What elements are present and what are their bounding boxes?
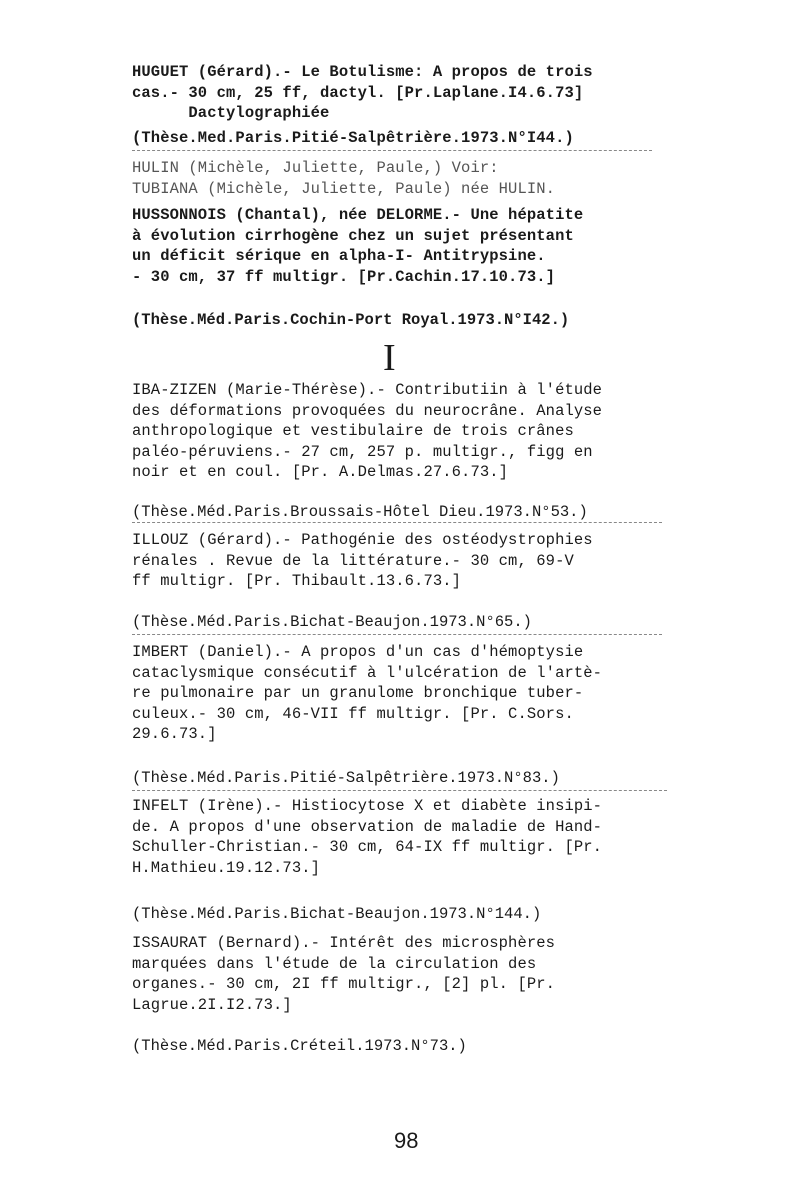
entry-line: Dactylographiée bbox=[132, 104, 330, 122]
entry-hulin bbox=[132, 158, 667, 199]
entry-line: noir et en coul. [Pr. A.Delmas.27.6.73.] bbox=[132, 463, 509, 481]
entry-line: un déficit sérique en alpha-I- Antitrypsine. bbox=[132, 247, 546, 265]
entry-line: H.Mathieu.19.12.73.] bbox=[132, 858, 321, 877]
entry-line: 29.6.73.] bbox=[132, 725, 217, 743]
entry-line: re pulmonaire par un granulome bronchique tuber- bbox=[132, 684, 584, 702]
entry-line: cas.- 30 cm, 25 ff, dactyl. [Pr.Laplane.I4.6.73] bbox=[132, 83, 584, 102]
entry-line: TUBIANA (Michèle, Juliette, Paule) née HULIN. bbox=[132, 179, 556, 198]
entry-line: marquées dans l'étude de la circulation des bbox=[132, 954, 537, 973]
entry-note: (Thèse.Méd.Paris.Bichat-Beaujon.1973.N°65.) bbox=[132, 613, 532, 631]
entry-note: (Thèse.Méd.Paris.Bichat-Beaujon.1973.N°144.) bbox=[132, 905, 542, 923]
entry-line: rénales . Revue de la littérature.- 30 cm, 69-V bbox=[132, 551, 574, 570]
entry-line: anthropologique et vestibulaire de trois crânes bbox=[132, 422, 574, 440]
divider bbox=[132, 522, 662, 523]
entry-line: de. A propos d'une observation de maladie de Hand- bbox=[132, 817, 603, 836]
entry-note: (Thèse.Méd.Paris.Pitié-Salpêtrière.1973.N°83.) bbox=[132, 769, 560, 787]
entry-line: Lagrue.2I.I2.73.] bbox=[132, 995, 292, 1014]
entry-line: HULIN (Michèle, Juliette, Paule,) Voir: bbox=[132, 159, 499, 177]
entry-note: (Thèse.Méd.Paris.Cochin-Port Royal.1973.N°I42.) bbox=[132, 311, 570, 329]
entry-line: paléo-péruviens.- 27 cm, 257 p. multigr., figg en bbox=[132, 442, 593, 461]
entry-note: (Thèse.Méd.Paris.Broussais-Hôtel Dieu.1973.N°53.) bbox=[132, 503, 588, 521]
entry-line: à évolution cirrhogène chez un sujet présentant bbox=[132, 226, 574, 245]
entry-line: culeux.- 30 cm, 46-VII ff multigr. [Pr. C.Sors. bbox=[132, 704, 574, 723]
page-number: 98 bbox=[394, 1128, 419, 1153]
divider bbox=[132, 790, 667, 791]
entry-line: HUSSONNOIS (Chantal), née DELORME.- Une hépatite bbox=[132, 206, 584, 224]
entry-hussonnois bbox=[132, 205, 667, 287]
divider bbox=[132, 150, 652, 151]
entry-huguet bbox=[132, 62, 667, 148]
entry-line: des déformations provoquées du neurocrâne. Analyse bbox=[132, 401, 603, 420]
entry-line: HUGUET (Gérard).- Le Botulisme: A propos de trois bbox=[132, 63, 593, 81]
entry-line: INFELT (Irène).- Histiocytose X et diabète insipi- bbox=[132, 797, 603, 815]
entry-iba-zizen bbox=[132, 380, 667, 483]
entry-line: organes.- 30 cm, 2I ff multigr., [2] pl. [Pr. bbox=[132, 975, 556, 993]
letter-heading: I bbox=[383, 337, 396, 379]
entry-line: - 30 cm, 37 ff multigr. [Pr.Cachin.17.10.73.] bbox=[132, 267, 556, 286]
entry-line: Schuller-Christian.- 30 cm, 64-IX ff multigr. [Pr. bbox=[132, 838, 603, 856]
entry-line: IMBERT (Daniel).- A propos d'un cas d'hémoptysie bbox=[132, 643, 584, 661]
entry-line: (Thèse.Med.Paris.Pitié-Salpêtrière.1973.N°I44.) bbox=[132, 128, 574, 147]
entry-line: ILLOUZ (Gérard).- Pathogénie des ostéodystrophies bbox=[132, 531, 593, 549]
entry-imbert bbox=[132, 642, 667, 745]
entry-line: ISSAURAT (Bernard).- Intérêt des microsphères bbox=[132, 934, 556, 952]
entry-line: cataclysmique consécutif à l'ulcération de l'artè- bbox=[132, 663, 603, 682]
entry-line: IBA-ZIZEN (Marie-Thérèse).- Contributiin à l'étude bbox=[132, 381, 603, 399]
entry-note: (Thèse.Méd.Paris.Créteil.1973.N°73.) bbox=[132, 1037, 467, 1055]
entry-infelt bbox=[132, 796, 667, 878]
divider bbox=[132, 634, 662, 635]
entry-line: ff multigr. [Pr. Thibault.13.6.73.] bbox=[132, 572, 462, 590]
entry-illouz bbox=[132, 530, 667, 592]
entry-issaurat bbox=[132, 933, 667, 1015]
